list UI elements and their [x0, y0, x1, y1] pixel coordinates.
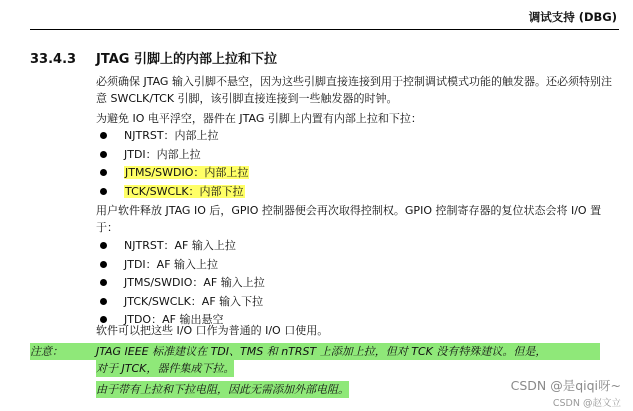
highlighted-list-item-text: JTMS/SWDIO：内部上拉 [125, 166, 249, 179]
bullet-icon [100, 132, 107, 139]
list-item-text: JTDO：AF 输出悬空 [124, 313, 224, 326]
bullet-icon [100, 151, 107, 158]
bullet-icon [100, 242, 107, 249]
list-item-text: JTDI：内部上拉 [124, 147, 201, 161]
list-item [100, 274, 265, 293]
note-row [30, 360, 600, 377]
avoid-floating-paragraph: 为避免 IO 电平浮空，器件在 JTAG 引脚上内置有内部上拉和下拉： [96, 112, 422, 125]
list-item [100, 127, 249, 146]
list-item [100, 293, 265, 312]
note-line-3: 由于带有上拉和下拉电阻，因此无需添加外部电阻。 [96, 383, 349, 396]
intro-paragraph: 必须确保 JTAG 输入引脚不悬空，因为这些引脚直接连接到用于控制调试模式功能的触发器。还必须特别注意 SWCLK/TCK 引脚，该引脚直接连接到一些触发器的时钟。 [96, 75, 612, 105]
bullet-icon [100, 188, 107, 195]
section-heading [30, 48, 277, 67]
bullet-icon [100, 169, 107, 176]
list-item [100, 183, 249, 202]
section-number: 33.4.3 [30, 52, 77, 67]
list-item-text: NJTRST：内部上拉 [124, 129, 219, 142]
reset-state-list [100, 237, 265, 330]
bullet-icon [100, 279, 107, 286]
after-release-paragraph: 用户软件释放 JTAG IO 后，GPIO 控制器便会再次取得控制权。GPIO 控制寄存器的复位状态会将 I/O 置于： [96, 204, 602, 234]
watermark-main: CSDN @是qiqi呀~ [510, 378, 621, 393]
note-line-1: JTAG IEEE 标准建议在 TDI、TMS 和 nTRST 上添加上拉，但对 TCK 没有特殊建议。但是， [96, 345, 547, 358]
internal-pull-list [100, 127, 249, 201]
header-divider [30, 29, 619, 30]
note-row-highlight [30, 343, 600, 360]
normal-io-paragraph: 软件可以把这些 I/O 口作为普通的 I/O 口使用。 [96, 324, 329, 337]
watermark-sub: CSDN @赵文立 [552, 398, 621, 409]
list-item [100, 146, 249, 165]
list-item-text: JTDI：AF 输入上拉 [124, 257, 219, 271]
section-title: JTAG 引脚上的内部上拉和下拉 [96, 52, 277, 67]
bullet-icon [100, 261, 107, 268]
list-item [100, 164, 249, 183]
list-item-text: NJTRST：AF 输入上拉 [124, 239, 236, 252]
document-header-title: 调试支持 (DBG) [528, 10, 617, 24]
note-line-2: 对于 JTCK，器件集成下拉。 [96, 362, 235, 375]
bullet-icon [100, 298, 107, 305]
highlighted-list-item-text: TCK/SWCLK：内部下拉 [125, 184, 244, 198]
note-label: 注意： [30, 345, 63, 358]
list-item [100, 256, 265, 275]
list-item-text: JTMS/SWDIO：AF 输入上拉 [124, 276, 265, 289]
list-item-text: JTCK/SWCLK：AF 输入下拉 [124, 294, 264, 308]
list-item [100, 237, 265, 256]
